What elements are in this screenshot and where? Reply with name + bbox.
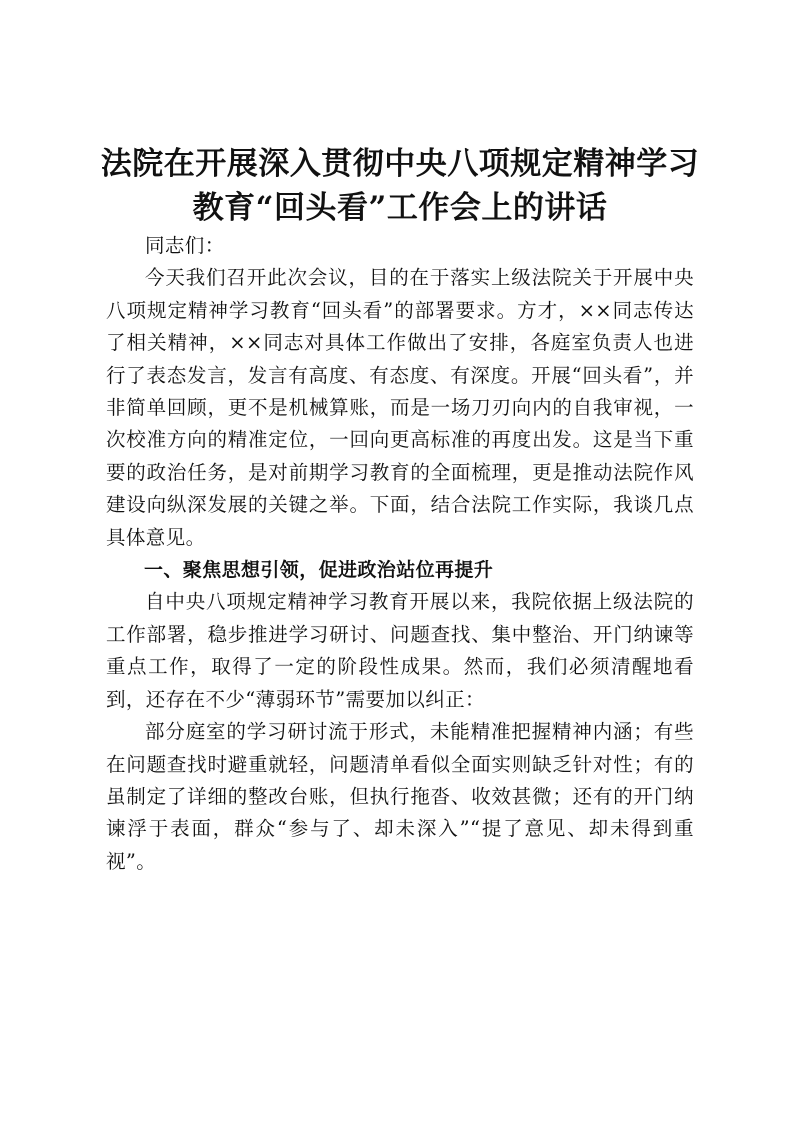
body-paragraph: 自中央八项规定精神学习教育开展以来，我院依据上级法院的工作部署，稳步推进学习研讨、问题查找、集中整治、开门纳谏等重点工作，取得了一定的阶段性成果。然而，我们必须清醒地看到，还存在不少“薄弱环节”需要加以纠正： — [106, 590, 694, 711]
intro-paragraph: 今天我们召开此次会议，目的在于落实上级法院关于开展中央八项规定精神学习教育“回头看”的部署要求。方才，××同志传达了相关精神，××同志对具体工作做出了安排，各庭室负责人也进行了表态发言，发言有高度、有态度、有深度。开展“回头看”，并非简单回顾，更不是机械算账，而是一场刀刃向内的自我审视，一次校准方向的精准定位，一回向更高标准的再度出发。这是当下重要的政治任务，是对前期学习教育的全面梳理，更是推动法院作风建设向纵深发展的关键之举。下面，结合法院工作实际，我谈几点具体意见。 — [106, 266, 694, 549]
body-paragraph: 部分庭室的学习研讨流于形式，未能精准把握精神内涵；有些在问题查找时避重就轻，问题清单看似全面实则缺乏针对性；有的虽制定了详细的整改台账，但执行拖沓、收效甚微；还有的开门纳谏浮于表面，群众“参与了、却未深入”“提了意见、却未得到重视”。 — [106, 720, 694, 873]
document-title: 法院在开展深入贯彻中央八项规定精神学习教育“回头看”工作会上的讲话 — [100, 146, 700, 226]
salutation: 同志们： — [145, 234, 225, 257]
document-body — [106, 230, 694, 878]
section-heading-1: 一、聚焦思想引领，促进政治站位再提升 — [144, 559, 494, 582]
